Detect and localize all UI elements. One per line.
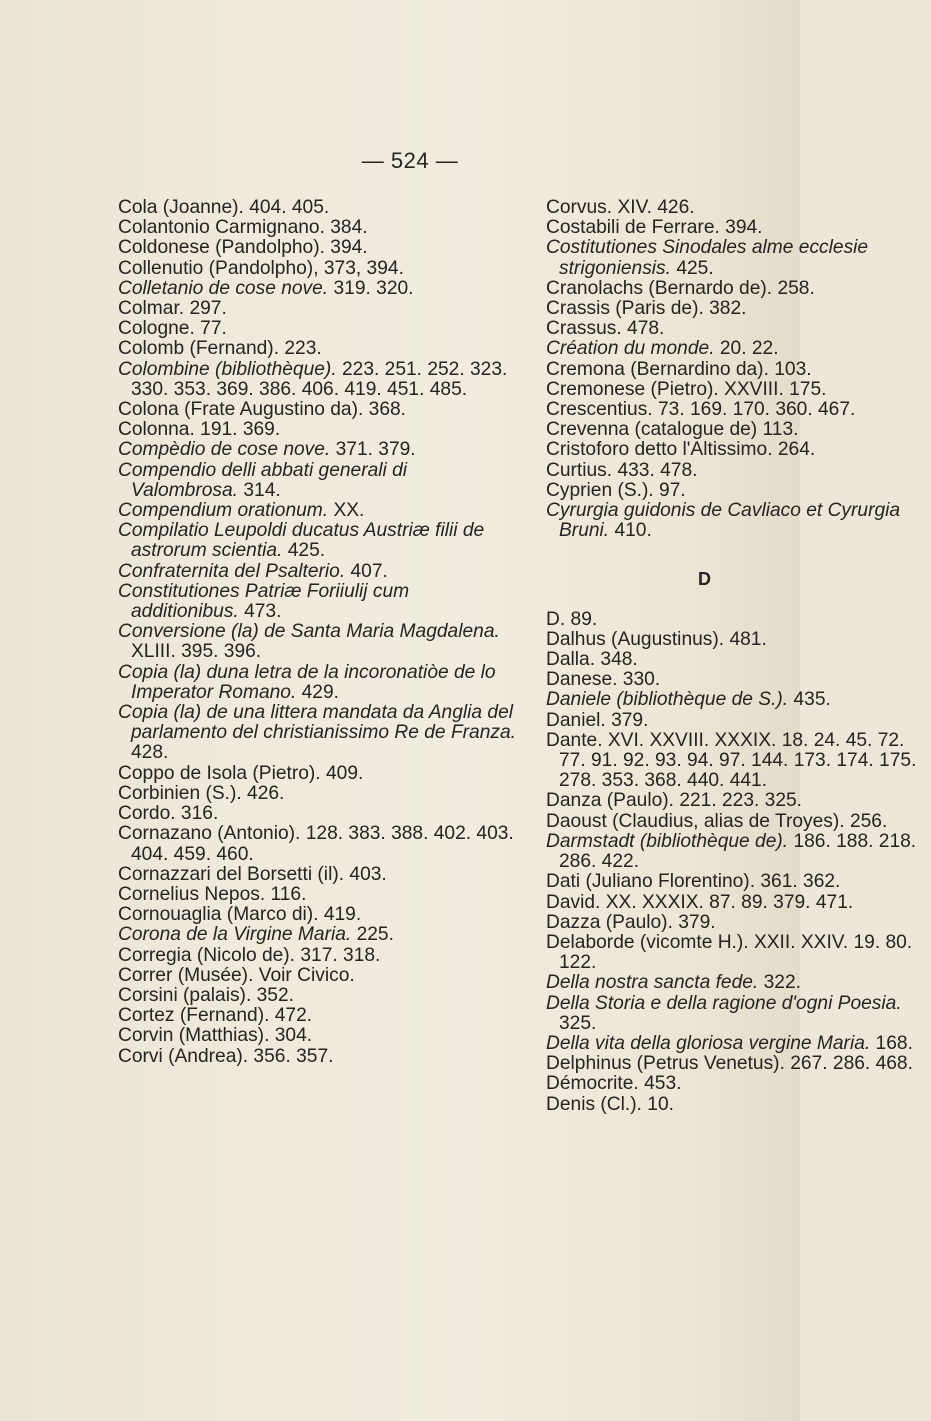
index-entry xyxy=(118,703,516,764)
index-entry xyxy=(546,1095,931,1115)
index-entry xyxy=(546,610,931,630)
index-entry xyxy=(546,812,931,832)
index-entry xyxy=(118,885,516,905)
index-entry xyxy=(118,562,516,582)
index-entry-references: 168. xyxy=(870,1032,913,1054)
index-entry-heading: Cologne. xyxy=(118,318,195,340)
index-entry-heading: Dante. xyxy=(546,729,603,751)
index-entry xyxy=(118,663,516,703)
index-entry xyxy=(546,461,931,481)
index-entry-heading: Corona de la Virgine Maria. xyxy=(118,924,352,946)
index-entry xyxy=(546,380,931,400)
index-entry-references: 191. 369. xyxy=(194,419,281,441)
index-entry-heading: Copia (la) de una littera mandata da Anglia del parlamento del christianissimo Re de Franza. xyxy=(118,702,516,744)
index-entry xyxy=(118,582,516,622)
index-entry-heading: Colomb (Fernand). xyxy=(118,338,280,360)
index-entry-heading: Coldonese (Pandolpho). xyxy=(118,237,325,259)
index-entry-references: 89. xyxy=(565,608,598,630)
index-entry-references: 264. xyxy=(772,439,816,461)
index-entry xyxy=(546,319,931,339)
index-entry-heading: Curtius. xyxy=(546,459,613,481)
index-entry-references: 426. xyxy=(241,782,285,804)
index-entry xyxy=(546,339,931,359)
index-entry-heading: Coppo de Isola (Pietro). xyxy=(118,762,321,784)
index-entry xyxy=(118,461,516,501)
index-entry-references: 319. 320. xyxy=(328,277,414,299)
index-entry xyxy=(118,198,516,218)
index-entry-heading: Crescentius. xyxy=(546,399,653,421)
index-entry xyxy=(118,360,516,400)
index-entry-references: 113. xyxy=(757,419,799,441)
index-entry-heading: Colmar. xyxy=(118,298,185,320)
index-entry-heading: Collenutio (Pandolpho), xyxy=(118,257,319,279)
index-entry xyxy=(118,986,516,1006)
index-entry xyxy=(118,966,516,986)
index-entry-references: 394. xyxy=(324,237,368,259)
index-entry-heading: Compilatio Leupoldi ducatus Austriæ filii de astrorum scientia. xyxy=(118,520,485,562)
index-entry-references: 425. xyxy=(282,540,326,562)
index-entry xyxy=(546,690,931,710)
index-entry-references: 409. xyxy=(320,762,364,784)
index-entry xyxy=(546,913,931,933)
index-entry-heading: Daniele (bibliothèque de S.). xyxy=(546,689,789,711)
index-entry xyxy=(118,521,516,561)
index-entry-heading: Crevenna (catalogue de) xyxy=(546,419,758,441)
index-entry-heading: Cordo. xyxy=(118,803,176,825)
index-entry xyxy=(546,198,931,218)
index-entry-heading: Compèdio de cose nove. xyxy=(118,439,331,461)
index-entry xyxy=(118,622,516,662)
index-entry-heading: Cola (Joanne). xyxy=(118,197,244,218)
index-entry xyxy=(546,933,931,973)
index-entry-references: 425. xyxy=(670,257,714,279)
index-entry xyxy=(118,279,516,299)
index-entry-heading: Colletanio de cose nove. xyxy=(118,277,329,299)
index-entry xyxy=(118,440,516,460)
index-entry-heading: Dalhus (Augustinus). xyxy=(546,628,725,650)
index-entry-heading: Della Storia e della ragione d'ogni Poesia. xyxy=(546,992,902,1014)
index-entry-references: 394. xyxy=(719,217,763,239)
index-entry-heading: Constitutiones Patriæ Foriiulij cum additionibus. xyxy=(118,580,410,623)
index-entry-references: 10. xyxy=(641,1093,674,1115)
index-entry-heading: Confraternita del Psalterio. xyxy=(118,560,346,582)
index-entry-references: 361. 362. xyxy=(755,871,841,893)
index-entry-heading: Colantonio Carmignano. xyxy=(118,217,325,239)
index-entry-references: 256. xyxy=(844,810,888,832)
index-entry-heading: Cortez (Fernand). xyxy=(118,1005,270,1027)
index-entry xyxy=(118,905,516,925)
index-entry-references: XX. XXXIX. 87. 89. 379. 471. xyxy=(600,891,854,913)
index-entry-heading: Dati (Juliano Florentino). xyxy=(546,871,756,893)
index-entry-heading: Copia (la) duna letra de la incoronatiòe de lo Imperator Romano. xyxy=(118,661,496,703)
index-entry-heading: Cyrurgia guidonis de Cavliaco et Cyrurgia Bruni. xyxy=(546,500,901,542)
index-entry xyxy=(546,994,931,1034)
index-entry-heading: Della vita della gloriosa vergine Maria. xyxy=(546,1032,871,1054)
index-entry xyxy=(118,1026,516,1046)
index-entry xyxy=(546,791,931,811)
index-entry-heading: Corvi (Andrea). xyxy=(118,1045,249,1067)
index-entry xyxy=(546,832,931,872)
index-entry xyxy=(546,1034,931,1054)
index-entry-references: 314. xyxy=(238,479,281,501)
index-column-right xyxy=(546,198,931,1115)
index-entry-heading: Cornelius Nepos. xyxy=(118,883,266,905)
index-entry-references: 304. xyxy=(269,1025,313,1047)
index-entry-references: 77. xyxy=(194,318,227,340)
index-entry-heading: Conversione (la) de Santa Maria Magdalena. xyxy=(118,621,500,643)
index-entry-heading: Denis (Cl.). xyxy=(546,1093,642,1115)
index-entry-heading: D. xyxy=(546,608,566,630)
index-entry xyxy=(118,420,516,440)
index-entry xyxy=(118,865,516,885)
index-entry-heading: Darmstadt (bibliothèque de). xyxy=(546,830,789,852)
index-entry-heading: Cyprien (S.). xyxy=(546,479,654,501)
index-entry xyxy=(546,731,931,792)
index-entry xyxy=(546,872,931,892)
index-entry-references: 330. xyxy=(617,669,661,691)
index-entry-references: XX. xyxy=(328,500,365,522)
index-entry-references: 103. xyxy=(768,358,812,380)
index-entry-heading: Danese. xyxy=(546,669,618,691)
index-entry-heading: Compendium orationum. xyxy=(118,500,329,522)
index-entry xyxy=(546,650,931,670)
index-entry xyxy=(118,1047,516,1067)
index-entry-heading: David. xyxy=(546,891,601,913)
index-entry xyxy=(118,339,516,359)
index-section-d xyxy=(546,610,931,1115)
index-entry-references: XIV. 426. xyxy=(612,197,695,218)
index-entry xyxy=(118,764,516,784)
index-entry-heading: Cristoforo detto l'Altissimo. xyxy=(546,439,773,461)
index-entry-references: 373, 394. xyxy=(318,257,404,279)
index-entry-references: 435. xyxy=(788,689,831,711)
index-entry-references: 403. xyxy=(344,863,387,885)
index-entry xyxy=(546,893,931,913)
index-entry-references: 322. xyxy=(758,972,801,994)
index-entry-heading: Cornazano (Antonio). xyxy=(118,823,301,845)
index-entry xyxy=(546,279,931,299)
index-entry-references: 481. xyxy=(724,628,767,650)
index-entry xyxy=(546,711,931,731)
index-entry-references: 73. 169. 170. 360. 467. xyxy=(652,399,856,421)
index-entry-references: 267. 286. 468. xyxy=(784,1053,913,1075)
index-entry xyxy=(118,400,516,420)
index-entry-heading: Delphinus (Petrus Venetus). xyxy=(546,1053,785,1075)
index-entry-references: 428. xyxy=(131,742,169,764)
index-entry-heading: Création du monde. xyxy=(546,338,715,360)
index-entry-references: 297. xyxy=(184,298,227,320)
index-entry-references: 20. 22. xyxy=(714,338,779,360)
index-entry xyxy=(546,360,931,380)
index-entry xyxy=(118,804,516,824)
index-entry xyxy=(118,238,516,258)
index-entry-references: 368. xyxy=(363,399,407,421)
index-entry-references: 453. xyxy=(638,1073,682,1095)
index-entry-references: 407. xyxy=(345,560,388,582)
index-entry xyxy=(546,299,931,319)
index-entry-references: 186. 188. 218. 286. 422. xyxy=(559,830,917,873)
index-entry-references: 384. xyxy=(324,217,368,239)
index-entry-references: 382. xyxy=(703,298,747,320)
index-entry-heading: Cremonese (Pietro). xyxy=(546,378,719,400)
index-entry-heading: Dalla. xyxy=(546,649,596,671)
index-entry-references: 317. 318. xyxy=(295,944,381,966)
index-entry-references: 478. xyxy=(621,318,665,340)
index-entry-references: 325. xyxy=(559,1012,597,1034)
index-entry-references: XXII. XXIV. 19. 80. 122. xyxy=(559,931,913,974)
index-entry xyxy=(118,925,516,945)
index-entry xyxy=(118,1006,516,1026)
index-entry-heading: Correr (Musée). xyxy=(118,964,254,986)
index-entry xyxy=(118,946,516,966)
index-column-left xyxy=(118,198,516,1067)
index-entry-references: XXVIII. 175. xyxy=(718,378,827,400)
index-entry-heading: Costitutiones Sinodales alme ecclesie strigoniensis. xyxy=(546,237,869,279)
index-entry xyxy=(546,420,931,440)
index-entry xyxy=(118,319,516,339)
index-entry-references: 221. 223. 325. xyxy=(673,790,803,812)
index-entry-heading: Compendio delli abbati generali di Valombrosa. xyxy=(118,459,408,501)
index-entry xyxy=(118,299,516,319)
index-entry-references: 404. 405. xyxy=(243,197,330,218)
index-entry xyxy=(118,259,516,279)
index-entry xyxy=(546,501,931,541)
index-entry-references: XVI. XXVIII. XXXIX. 18. 24. 45. 72. 77. 91. 92. 93. 94. 97. 144. 173. 174. 175. 278. 353. 368. 440. 441. xyxy=(559,729,917,792)
index-entry-references: 223. 251. 252. 323. 330. 353. 369. 386. 406. 419. 451. 485. xyxy=(131,358,508,400)
index-entry-heading: Delaborde (vicomte H.). xyxy=(546,931,749,953)
index-entry xyxy=(118,218,516,238)
index-entry xyxy=(546,481,931,501)
index-entry xyxy=(118,501,516,521)
index-entry-references: 352. xyxy=(251,984,294,1006)
index-entry-heading: Corvin (Matthias). xyxy=(118,1025,270,1047)
index-entry-references: 348. xyxy=(595,649,638,671)
index-entry xyxy=(546,218,931,238)
index-entry-references: 473. xyxy=(238,601,282,623)
index-entry-heading: Della nostra sancta fede. xyxy=(546,972,759,994)
index-entry-references: 225. xyxy=(351,924,394,946)
index-entry-references: 379. xyxy=(672,911,716,933)
index-entry-heading: Danza (Paulo). xyxy=(546,790,674,812)
index-entry-heading: Démocrite. xyxy=(546,1073,639,1095)
index-entry xyxy=(546,238,931,278)
index-entry-references: 472. xyxy=(269,1005,313,1027)
index-entry-references: 371. 379. xyxy=(330,439,416,461)
index-entry xyxy=(546,1054,931,1074)
index-entry-heading: Costabili de Ferrare. xyxy=(546,217,720,239)
index-entry-references: 356. 357. xyxy=(248,1045,334,1067)
index-entry-heading: Colonna. xyxy=(118,419,195,441)
index-entry-references: 316. xyxy=(175,803,219,825)
index-entry-references: 379. xyxy=(605,709,649,731)
index-entry-heading: Crassus. xyxy=(546,318,622,340)
index-entry-references: 433. 478. xyxy=(612,459,698,481)
section-heading-d: D xyxy=(698,569,711,590)
index-entry-references: 410. xyxy=(609,520,652,542)
index-entry-references: 116. xyxy=(265,883,307,905)
index-entry-heading: Cremona (Bernardino da). xyxy=(546,358,769,380)
index-entry-references: 128. 383. 388. 402. 403. 404. 459. 460. xyxy=(131,823,514,865)
index-entry-heading: Cornazzari del Borsetti (il). xyxy=(118,863,345,885)
index-entry-references: 223. xyxy=(279,338,322,360)
index-entry-heading: Corregia (Nicolo de). xyxy=(118,944,296,966)
index-entry xyxy=(546,400,931,420)
index-entry-heading: Crassis (Paris de). xyxy=(546,298,704,320)
index-entry-heading: Colona (Frate Augustino da). xyxy=(118,399,364,421)
index-entry-heading: Cornouaglia (Marco di). xyxy=(118,904,319,926)
index-entry-heading: Cranolachs (Bernardo de). xyxy=(546,277,773,299)
index-entry-heading: Corsini (palais). xyxy=(118,984,252,1006)
index-entry xyxy=(546,630,931,650)
index-entry xyxy=(546,440,931,460)
index-entry-references: XLIII. 395. 396. xyxy=(131,641,262,663)
index-entry-references: 97. xyxy=(653,479,686,501)
index-entry-heading: Corbinien (S.). xyxy=(118,782,242,804)
index-entry-references: 429. xyxy=(296,681,339,703)
index-entry-heading: Dazza (Paulo). xyxy=(546,911,673,933)
page-number: — 524 — xyxy=(361,148,459,173)
index-entry-heading: Daniel. xyxy=(546,709,606,731)
index-entry xyxy=(118,784,516,804)
index-entry-references: 258. xyxy=(772,277,815,299)
index-entry-heading: Colombine (bibliothèque). xyxy=(118,358,337,380)
index-entry-heading: Corvus. xyxy=(546,197,613,218)
index-entry xyxy=(546,973,931,993)
index-entry-references: 419. xyxy=(318,904,362,926)
index-entry xyxy=(546,670,931,690)
index-entry xyxy=(118,824,516,864)
index-entry-references: Voir Civico. xyxy=(253,964,355,986)
index-section-c-continued xyxy=(546,198,931,541)
index-entry-heading: Daoust (Claudius, alias de Troyes). xyxy=(546,810,845,832)
index-entry xyxy=(546,1074,931,1094)
